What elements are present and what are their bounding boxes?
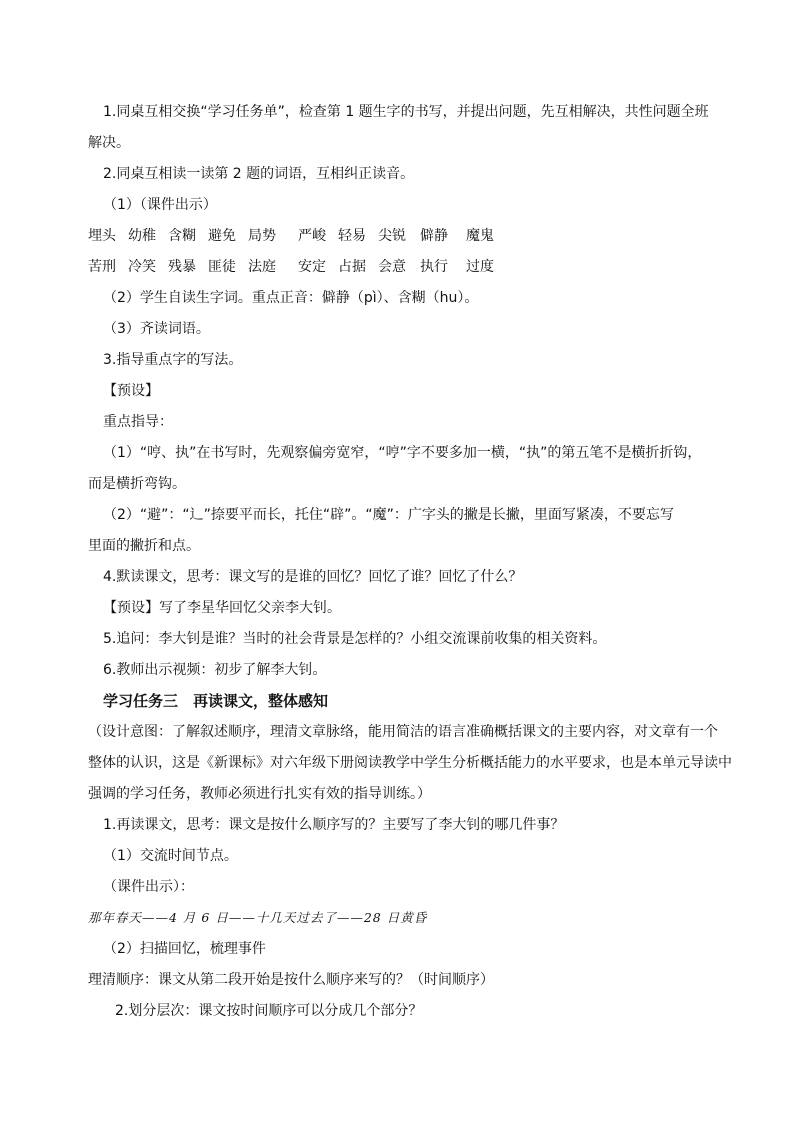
vocab-word: 尖锐	[378, 228, 406, 244]
vocab-word: 法庭	[248, 259, 276, 275]
step-6-text: 6.教师出示视频：初步了解李大钊。	[103, 662, 327, 678]
section-heading: 学习任务三 再读课文，整体感知	[103, 692, 329, 710]
timeline-text: 那年春天——4 月 6 日——十几天过去了——28 日黄昏	[88, 910, 428, 925]
step-1-text: 1.同桌互相交换“学习任务单”，检查第 1 题生字的书写，并提出问题，先互相解决，共性问题全班	[103, 104, 709, 120]
design-intent-line-2: 整体的认识，这是《新课标》对六年级下册阅读教学中学生分析概括能力的水平要求，也是本单元导读中	[88, 755, 732, 771]
design-intent-line-1: （设计意图：了解叙述顺序，理清文章脉络，能用简洁的语言准确概括课文的主要内容，对文章有一个	[88, 724, 718, 740]
reread-step-2: 2.划分层次：课文按时间顺序可以分成几个部分？	[115, 1003, 423, 1019]
vocab-word: 含糊	[168, 228, 196, 244]
key-guidance-label: 重点指导：	[103, 414, 173, 430]
guidance-2: （2）“避”：“辶”捺要平而长，托住“辟”。“魔”：广字头的撇是长撇，里面写紧凑，不要忘写	[103, 507, 674, 523]
reread-sub-1: （1）交流时间节点。	[103, 848, 238, 864]
vocab-word: 避免	[208, 228, 236, 244]
vocab-word: 过度	[466, 259, 494, 275]
vocab-word: 局势	[248, 228, 276, 244]
step-1-text-cont: 解决。	[88, 135, 130, 151]
vocab-word: 会意	[378, 259, 406, 275]
step-3-text: 3.指导重点字的写法。	[103, 352, 243, 368]
vocab-word: 冷笑	[128, 259, 156, 275]
vocab-word: 安定	[298, 259, 326, 275]
vocab-word: 魔鬼	[466, 228, 494, 244]
vocab-word: 苦刑	[88, 259, 116, 275]
courseware-label: （课件出示）：	[103, 879, 194, 895]
vocab-word: 僻静	[420, 228, 448, 244]
step-5-text: 5.追问：李大钊是谁？当时的社会背景是怎样的？小组交流课前收集的相关资料。	[103, 631, 607, 647]
step-4-preset: 【预设】写了李星华回忆父亲李大钊。	[103, 600, 341, 616]
step-2-text: 2.同桌互相读一读第 2 题的词语，互相纠正读音。	[103, 166, 415, 182]
guidance-2-cont: 里面的撇折和点。	[88, 538, 200, 554]
vocab-word: 残暴	[168, 259, 196, 275]
step-4-text: 4.默读课文，思考：课文写的是谁的回忆？回忆了谁？回忆了什么？	[103, 569, 523, 585]
order-question: 理清顺序：课文从第二段开始是按什么顺序来写的？（时间顺序）	[88, 972, 494, 988]
guidance-1-cont: 而是横折弯钩。	[88, 476, 186, 492]
vocab-word: 严峻	[298, 228, 326, 244]
design-intent-line-3: 强调的学习任务，教师必须进行扎实有效的指导训练。）	[88, 786, 431, 802]
vocab-word: 执行	[420, 259, 448, 275]
step-2-sub-3: （3）齐读词语。	[103, 321, 210, 337]
vocab-word: 幼稚	[128, 228, 156, 244]
vocab-word: 匪徒	[208, 259, 236, 275]
reread-step-1: 1.再读课文，思考：课文是按什么顺序写的？主要写了李大钊的哪几件事？	[103, 817, 565, 833]
vocab-word: 占据	[338, 259, 366, 275]
vocab-word: 埋头	[88, 228, 116, 244]
preset-label: 【预设】	[103, 383, 159, 399]
guidance-1: （1）“哼、执”在书写时，先观察偏旁宽窄，“哼”字不要多加一横，“执”的第五笔不是横折折钩，	[103, 445, 702, 461]
step-2-sub-2: （2）学生自读生字词。重点正音：僻静（pì）、含糊（hu）。	[103, 290, 479, 306]
reread-sub-2: （2）扫描回忆，梳理事件	[103, 941, 266, 957]
step-2-sub-1: （1）（课件出示）	[103, 197, 217, 213]
vocab-word: 轻易	[338, 228, 366, 244]
